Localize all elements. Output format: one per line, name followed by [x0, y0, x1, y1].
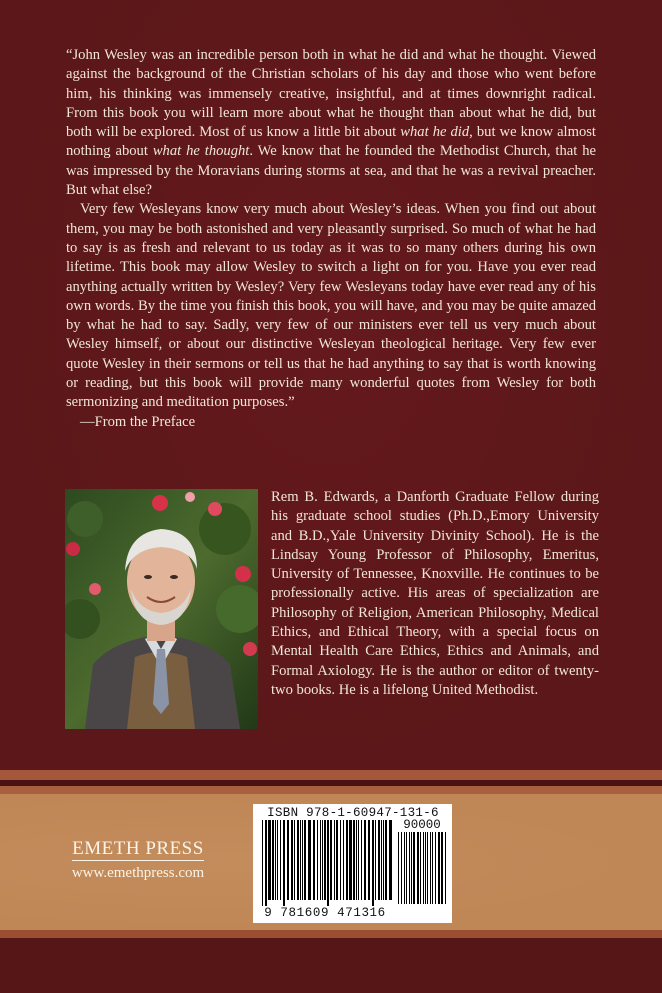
barcode-bar: [302, 820, 303, 900]
barcode-bar: [336, 820, 338, 900]
barcode-bar: [287, 820, 289, 900]
barcode-bar: [425, 832, 426, 904]
barcode-bar: [283, 820, 285, 906]
barcode-bar: [389, 820, 392, 900]
publisher-url: www.emethpress.com: [71, 865, 205, 881]
barcode-bar: [313, 820, 315, 900]
barcode-bar: [358, 820, 359, 900]
barcode-bar: [438, 832, 440, 904]
barcode-bar: [441, 832, 443, 904]
barcode-bar: [272, 820, 274, 900]
decorative-band: [0, 930, 662, 938]
barcode-bar: [372, 820, 374, 906]
barcode-bar: [381, 820, 382, 900]
barcode-bar: [417, 832, 419, 904]
barcode-bar: [432, 832, 433, 904]
quote-attribution: —From the Preface: [80, 413, 196, 430]
quote-text: , but we know almost nothing about: [66, 124, 596, 160]
decorative-band: [0, 770, 662, 780]
barcode-bar: [308, 820, 311, 900]
barcode-bar: [413, 832, 415, 904]
bottom-border: [0, 938, 662, 993]
barcode-bar: [361, 820, 362, 900]
barcode-bar: [420, 832, 421, 904]
barcode-bar: [317, 820, 318, 900]
barcode-bar: [280, 820, 281, 900]
barcode-bar: [445, 832, 446, 904]
decorative-band: [0, 786, 662, 794]
barcode-bar: [327, 820, 329, 906]
barcode-bar: [406, 832, 407, 904]
barcode-bar: [297, 820, 299, 900]
ean-barcode-bars: [260, 820, 394, 906]
barcode-bar: [275, 820, 276, 900]
barcode-bar: [324, 820, 326, 900]
barcode-bar: [378, 820, 380, 900]
barcode-bar: [294, 820, 295, 900]
quote-paragraph-2: Very few Wesleyans know very much about Wesley’s ideas. When you find out about them, you may be both astonished and very pleasantly surprised. So much of what he had to say is as fresh and relevant to us today as it was to so many others during his own lifetime. This book may allow Wesley to switch a light on for you. Have you ever read anything actually written by Wesley? Very few Wesleyans today have ever read any of his own words. By the time you finish this book, you will have, and you may be quite amazed by what he had to say. Sadly, very few of our ministers ever tell us very much about Wesley himself, or about our distinctive Wesleyan theological heritage. Very few ever quote Wesley in their sermons or tell us that he had anything to say that is worth knowing or reading, but this book will provide many wonderful quotes from Wesley for both sermonizing and meditation purposes.”: [66, 201, 596, 411]
quote-text: . We know that he founded the Methodist Church, that he was impressed by the Moravians during storms at sea, and that he was a revival preacher. But what else?: [66, 143, 596, 199]
barcode-bar: [430, 832, 431, 904]
barcode-bar: [398, 832, 399, 904]
barcode-bar: [404, 832, 405, 904]
barcode-bar: [349, 820, 352, 900]
barcode-bar: [320, 820, 321, 900]
barcode-bar: [277, 820, 278, 900]
barcode-bar: [401, 832, 402, 904]
preface-quote: [66, 46, 596, 432]
quote-emphasis: what he did: [400, 124, 470, 141]
barcode-bar: [375, 820, 376, 900]
barcode-bar: [427, 832, 428, 904]
author-bio: Rem B. Edwards, a Danforth Graduate Fellow during his graduate school studies (Ph.D.,Emory University and B.D.,Yale University Divinity School). He is the Lindsay Young Professor of Philosophy, Emeritus, University of Tennessee, Knoxville. He continues to be professionally active. His areas of specialization are Philosophy of Religion, American Philosophy, Medical Ethics, and Ethical Theory, with a special focus on Mental Health Care Ethics, Ethics and Animals, and Formal Axiology. He is the author or editor of twenty-two books. He is a lifelong United Methodist.: [271, 489, 599, 698]
isbn-text: ISBN 978-1-60947-131-6: [267, 806, 439, 820]
barcode-bar: [334, 820, 335, 900]
ean-number: 9 781609 471316: [264, 906, 386, 920]
barcode-bar: [411, 832, 412, 904]
publisher-name: EMETH PRESS: [72, 838, 204, 859]
barcode-bar: [353, 820, 355, 900]
barcode-bar: [300, 820, 301, 900]
quote-text: “John Wesley was an incredible person both in what he did and what he thought. Viewed against the background of the Christian scholars of his day and those who went before him, his thinking was immensely creative, insightful, and at times downright radical. From this book you will learn more about what he thought than about what he did, but both will be explored. Most of us know a little bit about: [66, 47, 596, 141]
barcode-bar: [356, 820, 357, 900]
quote-paragraph-1: [66, 46, 596, 200]
barcode-bar: [340, 820, 341, 900]
publisher-block: [48, 839, 228, 882]
barcode-bar: [409, 832, 410, 904]
barcode-bar: [322, 820, 323, 900]
barcode-bar: [368, 820, 370, 900]
barcode-bar: [265, 820, 267, 906]
price-code-text: 90000: [403, 818, 441, 832]
barcode-bar: [291, 820, 293, 900]
addon-barcode-bars: [396, 832, 448, 906]
barcode-bar: [423, 832, 424, 904]
barcode-bar: [262, 820, 263, 906]
barcode-bar: [268, 820, 271, 900]
author-photo: [65, 489, 258, 729]
quote-emphasis: what he thought: [152, 143, 250, 160]
barcode-bar: [364, 820, 366, 900]
barcode-bar: [435, 832, 436, 904]
barcode-bar: [304, 820, 306, 900]
barcode-bar: [346, 820, 348, 900]
barcode-bar: [385, 820, 387, 900]
barcode-bar: [343, 820, 344, 900]
barcode-bar: [383, 820, 384, 900]
barcode-bar: [330, 820, 332, 900]
